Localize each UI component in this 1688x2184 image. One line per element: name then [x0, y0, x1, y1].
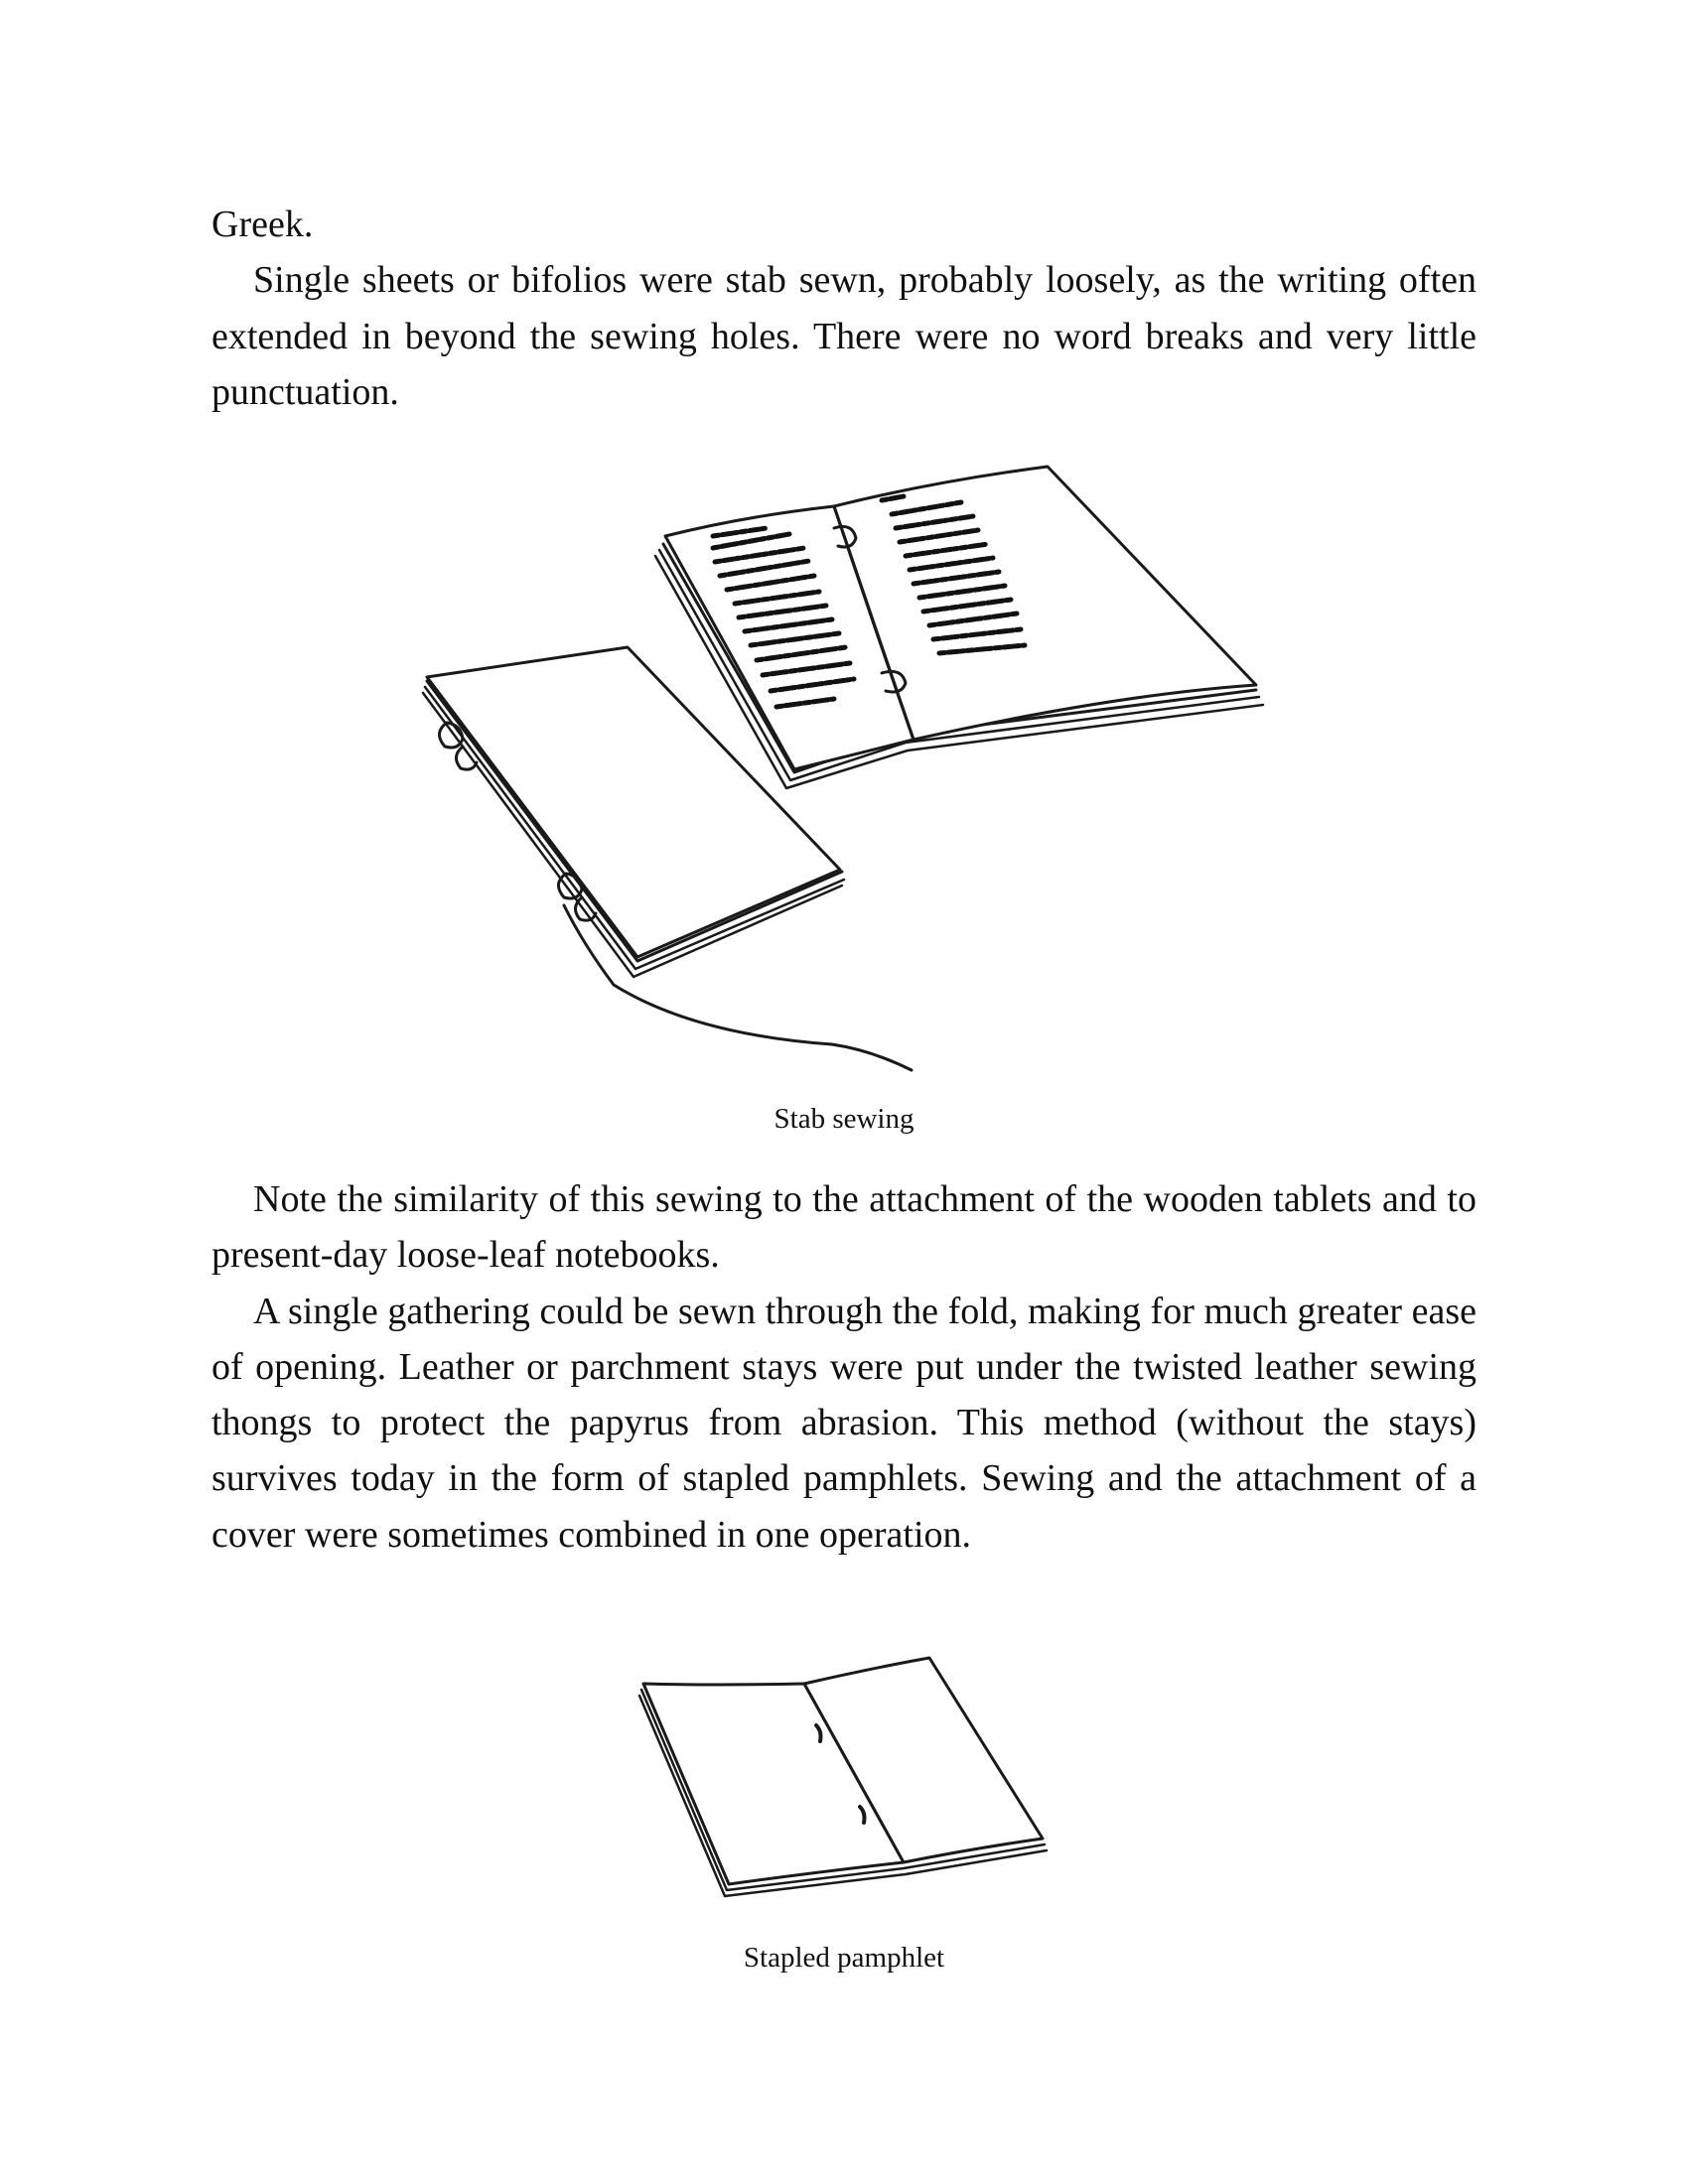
paragraph-similarity: Note the similarity of this sewing to the attachment of the wooden tablets and to present-day loose-leaf notebooks.: [211, 1178, 1477, 1277]
paragraph-greek: Greek.: [211, 204, 314, 245]
open-book-drawing: [655, 467, 1263, 788]
paragraph-single-gathering: A single gathering could be sewn through the fold, making for much greater ease of opening. Leather or parchment stays were put under the twisted leather sewing thongs to protect the papyrus from abrasion. This method (without the stays) survives today in the form of stapled pamphlets. Sewing and the attachment of a cover were sometimes combined in one operation.: [211, 1290, 1477, 1556]
stapled-pamphlet-illustration: [635, 1648, 1053, 1906]
text-block-top: [211, 197, 1477, 420]
figure-caption-stab-sewing: Stab sewing: [774, 1103, 914, 1135]
text-block-bottom: [211, 1171, 1477, 1563]
paragraph-stab-sewn: Single sheets or bifolios were stab sewn, probably loosely, as the writing often extended in beyond the sewing holes. There were no word breaks and very little punctuation.: [211, 259, 1477, 413]
stab-sewing-illustration: [417, 457, 1281, 1072]
pamphlet-drawing: [639, 1658, 1047, 1896]
figure-caption-stapled-pamphlet: Stapled pamphlet: [743, 1942, 945, 1974]
